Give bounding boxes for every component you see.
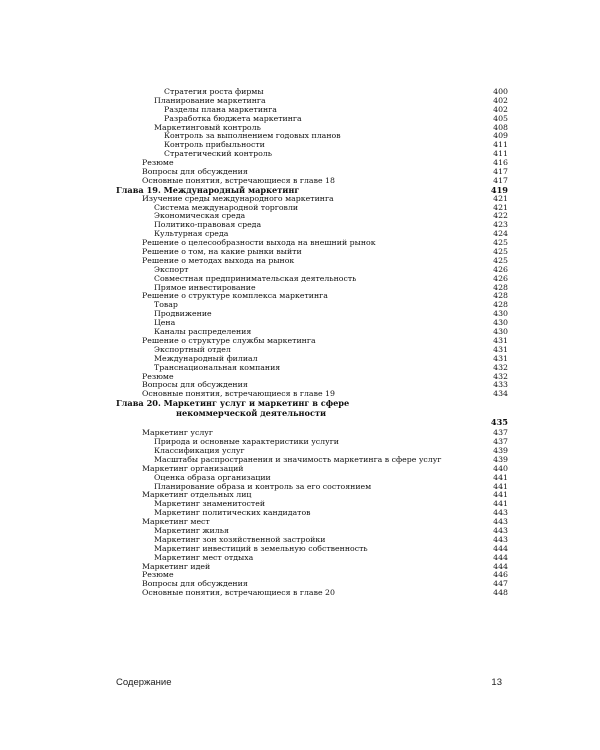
page-number: 13 — [491, 677, 502, 688]
toc-entry[interactable] — [116, 364, 508, 373]
toc-entry-page: 434 — [493, 389, 508, 399]
chapter-title-line-2: некоммерческой деятельности — [176, 407, 327, 418]
toc-entry-title: Основные понятия, встречающиеся в главе 18 — [142, 175, 335, 185]
toc-entry-title: Вопросы для обсуждения — [142, 167, 248, 177]
toc-entry-title: Масштабы распространения и значимость маркетинга в сфере услуг — [154, 454, 442, 464]
toc-entry-page: 425 — [493, 238, 508, 248]
toc-entry-title: Резюме — [142, 570, 174, 580]
toc-entry-title: Классификация услуг — [154, 445, 245, 455]
toc-entry-title: Решение о методах выхода на рынок — [142, 255, 295, 265]
toc-entry-title: Резюме — [142, 158, 174, 168]
toc-entry-title: Природа и основные характеристики услуги — [154, 437, 339, 447]
toc-entry-title: Прямое инвестирование — [154, 282, 256, 292]
chapter-19-items — [116, 195, 508, 399]
chapter-20-items — [116, 429, 508, 598]
toc-entry-page: 411 — [493, 149, 508, 159]
toc-entry-title: Стратегия роста фирмы — [164, 87, 264, 96]
toc-entry-page: 422 — [493, 211, 508, 221]
toc-entry-title: Маркетинг знаменитостей — [154, 499, 266, 509]
toc-entry-page: 439 — [493, 454, 508, 464]
toc-entry-title: Маркетинг организаций — [142, 463, 244, 473]
toc-entry-page: 408 — [493, 122, 508, 132]
footer-label: Содержание — [116, 677, 172, 688]
chapter-title: Глава 19. Международный маркетинг — [116, 184, 300, 195]
toc-entry-title: Маркетинг инвестиций в земельную собственность — [154, 543, 368, 553]
table-of-contents — [116, 88, 508, 598]
toc-entry-title: Культурная среда — [154, 229, 229, 239]
toc-entry-page: 443 — [493, 525, 508, 535]
toc-entry-page: 448 — [493, 588, 508, 598]
chapter-page: 419 — [490, 184, 508, 195]
toc-entry-page: 439 — [493, 445, 508, 455]
page-footer — [116, 677, 508, 691]
toc-entry-page: 443 — [493, 517, 508, 527]
toc-entry-page: 431 — [493, 335, 508, 345]
toc-entry-page: 425 — [493, 255, 508, 265]
toc-entry-page: 432 — [493, 362, 508, 372]
toc-entry-title: Экономическая среда — [154, 211, 246, 221]
toc-entry[interactable] — [116, 150, 508, 159]
toc-entry-title: Разработка бюджета маркетинга — [164, 113, 302, 123]
toc-entry-page: 447 — [493, 579, 508, 589]
toc-entry-page: 430 — [493, 309, 508, 319]
toc-entry-title: Решение о структуре службы маркетинга — [142, 335, 316, 345]
toc-entry-page: 430 — [493, 318, 508, 328]
toc-entry-page: 409 — [493, 131, 508, 141]
toc-entry-page: 446 — [493, 570, 508, 580]
toc-entry-title: Экспорт — [154, 264, 189, 274]
toc-entry-page: 416 — [493, 158, 508, 168]
toc-entry-title: Маркетинг услуг — [142, 428, 213, 438]
toc-entry-title: Контроль за выполнением годовых планов — [164, 131, 341, 141]
toc-entry-page: 444 — [493, 552, 508, 562]
chapter-20-heading[interactable] — [116, 399, 508, 429]
toc-entry-title: Совместная предпринимательская деятельность — [154, 273, 357, 283]
toc-entry-page: 421 — [493, 202, 508, 212]
toc-entry-title: Транснациональная компания — [154, 362, 281, 372]
toc-entry-title: Разделы плана маркетинга — [164, 104, 277, 114]
chapter-18-tail — [116, 88, 508, 186]
toc-entry-page: 402 — [493, 104, 508, 114]
toc-entry-title: Товар — [154, 300, 178, 310]
toc-entry-page: 444 — [493, 543, 508, 553]
toc-entry-title: Маркетинговый контроль — [154, 122, 261, 132]
toc-entry-page: 402 — [493, 95, 508, 105]
toc-entry-page: 444 — [493, 561, 508, 571]
toc-entry-page: 441 — [493, 490, 508, 500]
toc-entry-title: Международный филиал — [154, 353, 258, 363]
toc-entry-title: Вопросы для обсуждения — [142, 579, 248, 589]
toc-entry-page: 400 — [493, 87, 508, 96]
toc-entry-page: 425 — [493, 247, 508, 257]
toc-entry-title: Политико-правовая среда — [154, 220, 262, 230]
toc-entry[interactable] — [116, 563, 508, 572]
toc-entry-title: Решение о целесообразности выхода на внешний рынок — [142, 238, 376, 248]
toc-entry-title: Стратегический контроль — [164, 149, 272, 159]
toc-entry-title: Резюме — [142, 371, 174, 381]
toc-entry-page: 423 — [493, 220, 508, 230]
toc-entry-title: Маркетинг мест — [142, 517, 210, 527]
toc-entry-page: 426 — [493, 264, 508, 274]
toc-entry-page: 441 — [493, 499, 508, 509]
toc-entry-page: 443 — [493, 508, 508, 518]
toc-entry-page: 417 — [493, 167, 508, 177]
toc-entry-title: Маркетинг отдельных лиц — [142, 490, 252, 500]
toc-entry-title: Маркетинг жилья — [154, 525, 229, 535]
toc-entry-title: Основные понятия, встречающиеся в главе 19 — [142, 389, 335, 399]
toc-entry-title: Планирование образа и контроль за его состоянием — [154, 481, 372, 491]
toc-entry-page: 441 — [493, 481, 508, 491]
toc-entry-page: 431 — [493, 353, 508, 363]
chapter-page: 435 — [490, 417, 508, 428]
toc-entry-title: Контроль прибыльности — [164, 140, 265, 150]
toc-entry-title: Решение о структуре комплекса маркетинга — [142, 291, 328, 301]
toc-entry-title: Маркетинг мест отдыха — [154, 552, 254, 562]
toc-entry-page: 437 — [493, 428, 508, 438]
toc-entry-page: 411 — [493, 140, 508, 150]
toc-entry-page: 421 — [493, 193, 508, 203]
toc-entry-page: 437 — [493, 437, 508, 447]
toc-entry-page: 426 — [493, 273, 508, 283]
toc-entry-page: 431 — [493, 344, 508, 354]
toc-entry-title: Основные понятия, встречающиеся в главе 20 — [142, 588, 335, 598]
toc-entry[interactable] — [116, 589, 508, 598]
toc-entry-page: 440 — [493, 463, 508, 473]
chapter-title-line-1: Глава 20. Маркетинг услуг и маркетинг в сфере — [116, 398, 350, 409]
toc-entry-title: Маркетинг зон хозяйственной застройки — [154, 534, 326, 544]
toc-entry-page: 432 — [493, 371, 508, 381]
toc-entry-page: 428 — [493, 300, 508, 310]
toc-entry-title: Цена — [154, 318, 176, 328]
toc-entry-page: 428 — [493, 282, 508, 292]
toc-entry-title: Планирование маркетинга — [154, 95, 266, 105]
toc-entry-title: Изучение среды международного маркетинга — [142, 193, 334, 203]
toc-entry-title: Оценка образа организации — [154, 472, 271, 482]
toc-entry-page: 405 — [493, 113, 508, 123]
toc-entry-title: Продвижение — [154, 309, 212, 319]
toc-entry-page: 443 — [493, 534, 508, 544]
toc-entry-page: 424 — [493, 229, 508, 239]
toc-entry-title: Решение о том, на какие рынки выйти — [142, 247, 302, 257]
toc-entry-page: 417 — [493, 175, 508, 185]
toc-entry-title: Каналы распределения — [154, 327, 252, 337]
toc-entry-page: 441 — [493, 472, 508, 482]
toc-entry-title: Экспортный отдел — [154, 344, 231, 354]
toc-entry-title: Маркетинг политических кандидатов — [154, 508, 311, 518]
toc-entry-title: Вопросы для обсуждения — [142, 380, 248, 390]
toc-entry-page: 433 — [493, 380, 508, 390]
toc-entry-title: Маркетинг идей — [142, 561, 211, 571]
toc-entry-page: 428 — [493, 291, 508, 301]
toc-entry-title: Система международной торговли — [154, 202, 299, 212]
toc-entry-page: 430 — [493, 327, 508, 337]
